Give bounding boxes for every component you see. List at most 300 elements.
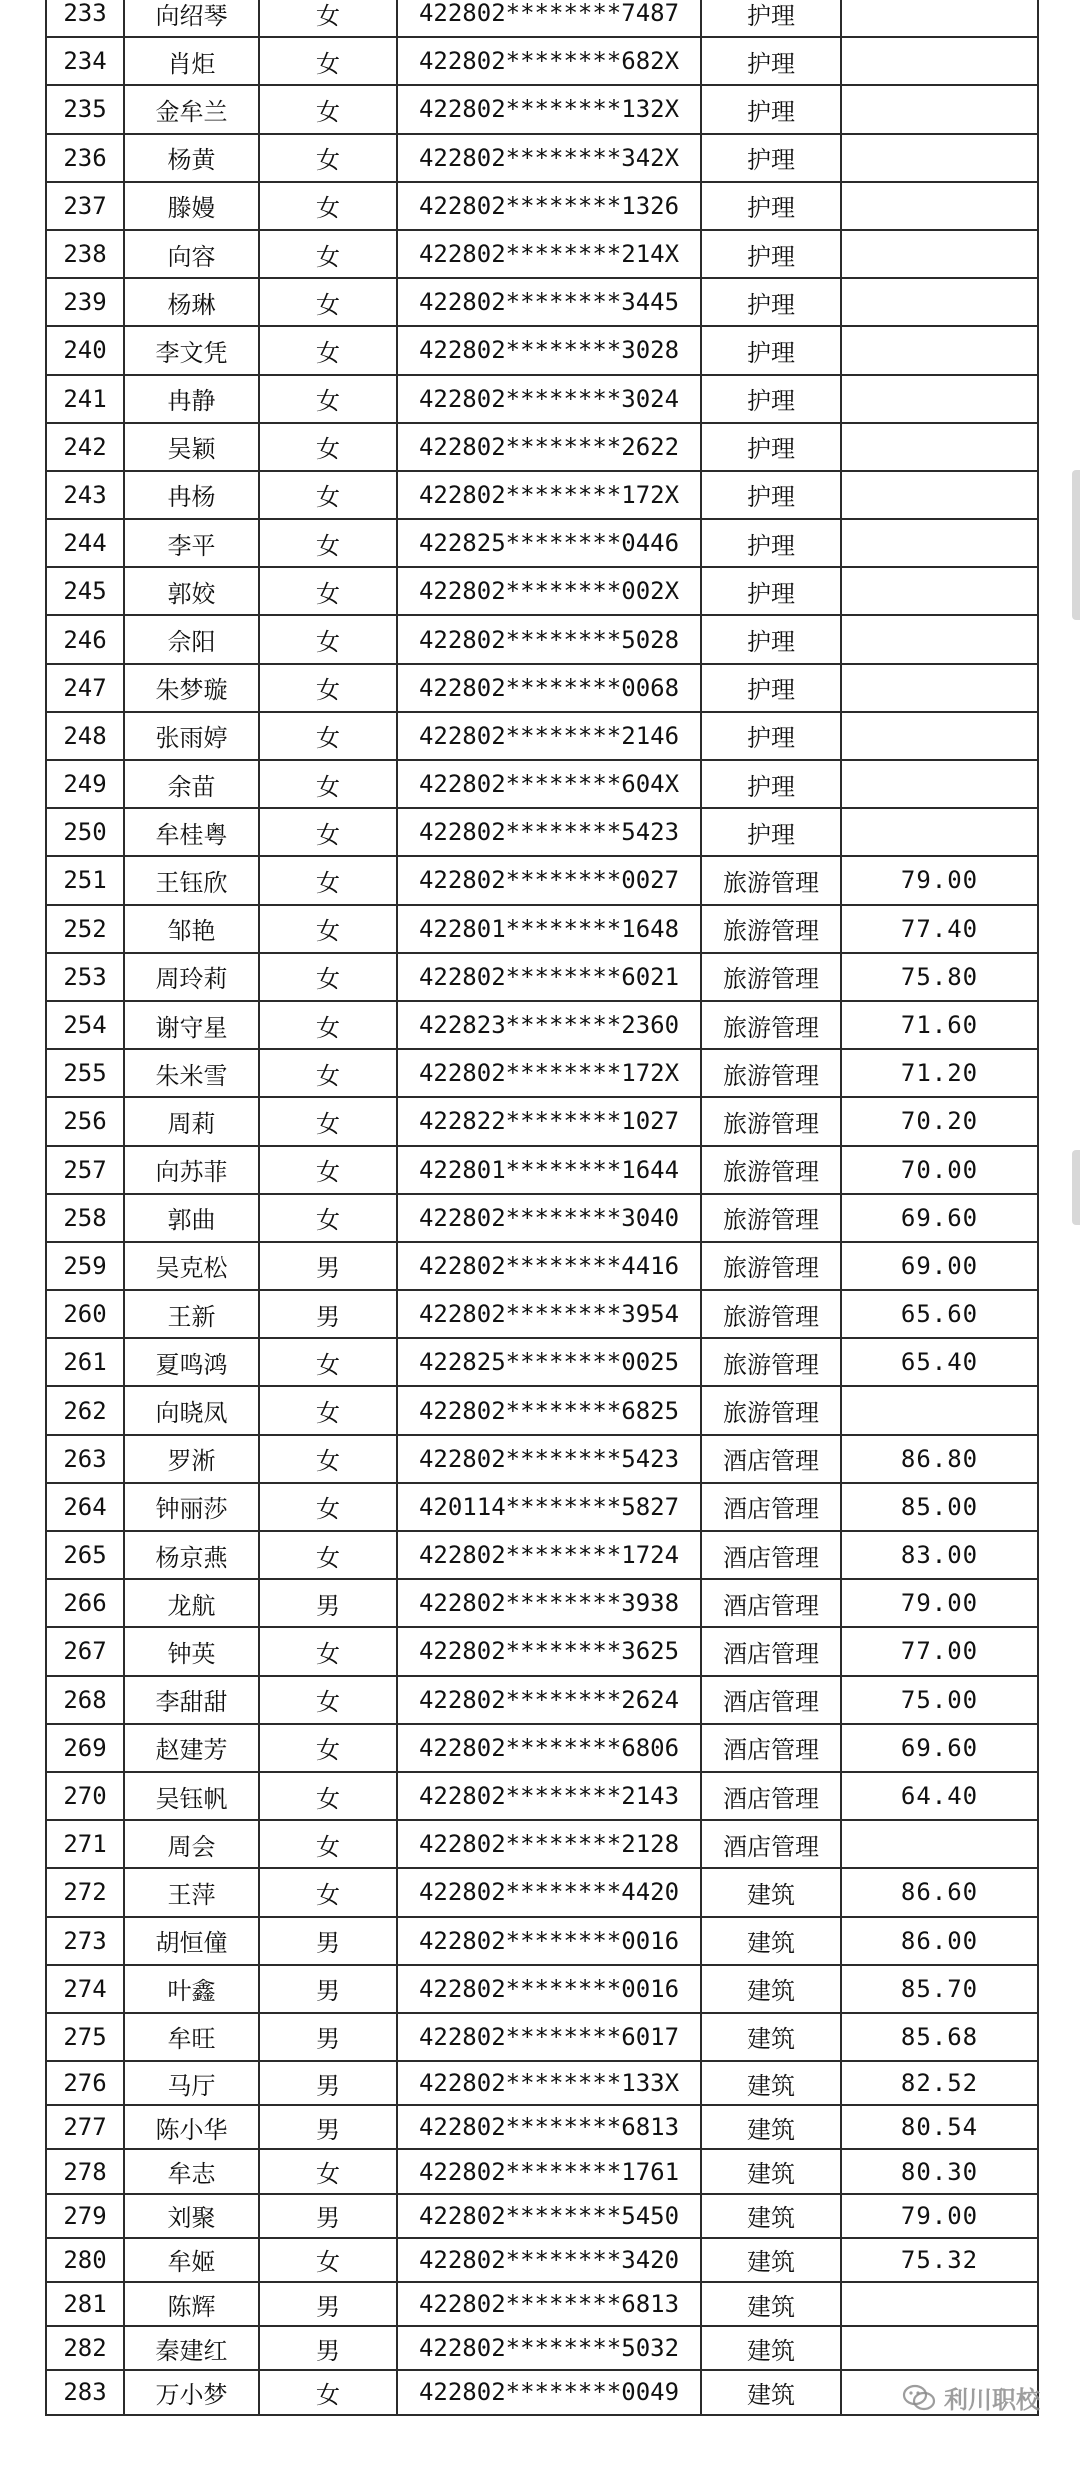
student-major: 建筑 [701,2370,841,2414]
table-row [46,326,1038,374]
student-gender: 男 [259,2282,397,2326]
student-major: 护理 [701,0,841,37]
student-gender: 女 [259,1820,397,1868]
row-number: 243 [46,471,124,519]
student-major: 建筑 [701,2238,841,2282]
student-name: 赵建芳 [124,1724,259,1772]
student-major: 护理 [701,278,841,326]
table-row [46,2326,1038,2370]
student-gender: 女 [259,905,397,953]
table-row [46,1531,1038,1579]
student-major: 旅游管理 [701,1242,841,1290]
student-name: 向容 [124,230,259,278]
row-number: 257 [46,1146,124,1194]
student-name: 杨黄 [124,134,259,182]
student-score: 75.00 [841,1676,1038,1724]
student-name: 郭姣 [124,567,259,615]
student-score [841,2326,1038,2370]
student-name: 陈小华 [124,2105,259,2149]
student-major: 旅游管理 [701,905,841,953]
student-name: 刘聚 [124,2194,259,2238]
student-name: 张雨婷 [124,712,259,760]
student-major: 护理 [701,134,841,182]
student-id-number: 422802********6813 [397,2105,701,2149]
table-row [46,856,1038,904]
table-row [46,2061,1038,2105]
row-number: 270 [46,1772,124,1820]
student-gender: 女 [259,760,397,808]
student-name: 王新 [124,1290,259,1338]
student-name: 周会 [124,1820,259,1868]
student-major: 旅游管理 [701,1386,841,1434]
student-id-number: 422802********0049 [397,2370,701,2414]
student-major: 建筑 [701,2149,841,2193]
student-name: 肖炬 [124,37,259,85]
student-major: 旅游管理 [701,856,841,904]
student-major: 护理 [701,37,841,85]
row-number: 238 [46,230,124,278]
student-id-number: 422802********3445 [397,278,701,326]
student-name: 金牟兰 [124,85,259,133]
student-id-number: 422802********3420 [397,2238,701,2282]
student-id-number: 422823********2360 [397,1001,701,1049]
student-major: 酒店管理 [701,1724,841,1772]
row-number: 267 [46,1627,124,1675]
student-major: 护理 [701,519,841,567]
student-gender: 女 [259,1772,397,1820]
student-id-number: 422802********3954 [397,1290,701,1338]
student-major: 护理 [701,182,841,230]
student-name: 李平 [124,519,259,567]
student-id-number: 422802********214X [397,230,701,278]
student-name: 牟志 [124,2149,259,2193]
student-major: 建筑 [701,2194,841,2238]
table-row [46,278,1038,326]
student-score: 85.68 [841,2013,1038,2061]
student-score: 75.32 [841,2238,1038,2282]
student-gender: 女 [259,85,397,133]
student-major: 建筑 [701,2282,841,2326]
student-id-number: 422802********6021 [397,953,701,1001]
student-major: 酒店管理 [701,1483,841,1531]
student-score: 71.60 [841,1001,1038,1049]
student-name: 周莉 [124,1097,259,1145]
student-major: 护理 [701,615,841,663]
row-number: 250 [46,808,124,856]
student-gender: 男 [259,2105,397,2149]
student-gender: 女 [259,1531,397,1579]
student-name: 周玲莉 [124,953,259,1001]
row-number: 240 [46,326,124,374]
row-number: 278 [46,2149,124,2193]
table-row [46,712,1038,760]
row-number: 233 [46,0,124,37]
student-gender: 女 [259,1049,397,1097]
student-name: 钟英 [124,1627,259,1675]
table-row [46,134,1038,182]
table-row [46,375,1038,423]
table-row [46,664,1038,712]
table-row [46,0,1038,37]
student-name: 李文凭 [124,326,259,374]
student-gender: 女 [259,953,397,1001]
roster-body [46,0,1038,2415]
table-row [46,2238,1038,2282]
row-number: 248 [46,712,124,760]
row-number: 258 [46,1194,124,1242]
student-score [841,0,1038,37]
table-row [46,1627,1038,1675]
student-score [841,615,1038,663]
table-row [46,1868,1038,1916]
student-score [841,1386,1038,1434]
student-id-number: 422802********6825 [397,1386,701,1434]
table-row [46,2194,1038,2238]
student-score: 80.54 [841,2105,1038,2149]
student-id-number: 422802********002X [397,567,701,615]
student-id-number: 422802********133X [397,2061,701,2105]
watermark [902,2380,1040,2415]
table-row [46,760,1038,808]
row-number: 254 [46,1001,124,1049]
student-gender: 男 [259,1917,397,1965]
student-name: 钟丽莎 [124,1483,259,1531]
table-row [46,1820,1038,1868]
student-major: 酒店管理 [701,1627,841,1675]
student-name: 陈辉 [124,2282,259,2326]
student-gender: 女 [259,567,397,615]
row-number: 266 [46,1579,124,1627]
student-score: 83.00 [841,1531,1038,1579]
student-id-number: 422802********2624 [397,1676,701,1724]
student-id-number: 422802********0068 [397,664,701,712]
student-score: 86.80 [841,1435,1038,1483]
student-id-number: 422802********3024 [397,375,701,423]
student-name: 邹艳 [124,905,259,953]
row-number: 261 [46,1338,124,1386]
row-number: 256 [46,1097,124,1145]
student-gender: 女 [259,1724,397,1772]
student-score: 65.60 [841,1290,1038,1338]
student-score [841,664,1038,712]
student-id-number: 422802********172X [397,1049,701,1097]
table-row [46,471,1038,519]
table-row [46,37,1038,85]
student-gender: 女 [259,1001,397,1049]
student-gender: 女 [259,1097,397,1145]
student-name: 吴克松 [124,1242,259,1290]
student-name: 向苏菲 [124,1146,259,1194]
student-id-number: 422802********2143 [397,1772,701,1820]
student-id-number: 422802********2146 [397,712,701,760]
student-gender: 女 [259,1435,397,1483]
student-name: 万小梦 [124,2370,259,2414]
student-name: 牟桂粤 [124,808,259,856]
student-id-number: 422802********172X [397,471,701,519]
row-number: 259 [46,1242,124,1290]
row-number: 251 [46,856,124,904]
table-row [46,567,1038,615]
student-name: 叶鑫 [124,1965,259,2013]
student-score: 77.00 [841,1627,1038,1675]
row-number: 277 [46,2105,124,2149]
table-row [46,2105,1038,2149]
student-id-number: 422802********604X [397,760,701,808]
student-major: 酒店管理 [701,1579,841,1627]
student-id-number: 422801********1644 [397,1146,701,1194]
student-major: 旅游管理 [701,953,841,1001]
student-score: 86.00 [841,1917,1038,1965]
student-major: 旅游管理 [701,1146,841,1194]
student-score [841,230,1038,278]
student-gender: 女 [259,2370,397,2414]
row-number: 239 [46,278,124,326]
row-number: 249 [46,760,124,808]
student-id-number: 422802********2128 [397,1820,701,1868]
student-name: 牟旺 [124,2013,259,2061]
student-major: 建筑 [701,2326,841,2370]
table-row [46,230,1038,278]
student-major: 酒店管理 [701,1676,841,1724]
student-score: 77.40 [841,905,1038,953]
student-score [841,567,1038,615]
student-score [841,326,1038,374]
student-name: 朱梦璇 [124,664,259,712]
student-score: 65.40 [841,1338,1038,1386]
student-score: 69.60 [841,1194,1038,1242]
student-id-number: 422802********0016 [397,1917,701,1965]
table-row [46,1194,1038,1242]
student-score: 79.00 [841,856,1038,904]
student-name: 朱米雪 [124,1049,259,1097]
row-number: 253 [46,953,124,1001]
student-score: 70.20 [841,1097,1038,1145]
student-id-number: 422825********0446 [397,519,701,567]
scroll-indicator [1072,1150,1080,1225]
student-score [841,2282,1038,2326]
table-row [46,808,1038,856]
table-row [46,1676,1038,1724]
row-number: 271 [46,1820,124,1868]
student-id-number: 422802********6813 [397,2282,701,2326]
student-name: 秦建红 [124,2326,259,2370]
student-score: 86.60 [841,1868,1038,1916]
student-gender: 女 [259,134,397,182]
student-name: 胡恒僮 [124,1917,259,1965]
student-major: 旅游管理 [701,1194,841,1242]
student-name: 王钰欣 [124,856,259,904]
row-number: 281 [46,2282,124,2326]
student-score [841,808,1038,856]
student-score: 64.40 [841,1772,1038,1820]
table-row [46,2370,1038,2414]
row-number: 263 [46,1435,124,1483]
student-name: 罗淅 [124,1435,259,1483]
student-score: 79.00 [841,2194,1038,2238]
student-major: 建筑 [701,2061,841,2105]
table-row [46,1242,1038,1290]
student-id-number: 422802********3938 [397,1579,701,1627]
student-id-number: 422802********342X [397,134,701,182]
student-gender: 女 [259,326,397,374]
table-row [46,519,1038,567]
student-score: 82.52 [841,2061,1038,2105]
table-row [46,1097,1038,1145]
table-row [46,953,1038,1001]
table-row [46,1338,1038,1386]
student-name: 滕嫚 [124,182,259,230]
student-name: 向晓凤 [124,1386,259,1434]
student-gender: 女 [259,423,397,471]
student-major: 建筑 [701,1917,841,1965]
student-name: 杨京燕 [124,1531,259,1579]
student-name: 谢守星 [124,1001,259,1049]
student-major: 护理 [701,375,841,423]
student-name: 吴钰帆 [124,1772,259,1820]
student-id-number: 422802********1724 [397,1531,701,1579]
student-id-number: 422822********1027 [397,1097,701,1145]
student-id-number: 422802********2622 [397,423,701,471]
student-major: 护理 [701,664,841,712]
student-name: 杨琳 [124,278,259,326]
student-id-number: 422802********0016 [397,1965,701,2013]
student-id-number: 422802********7487 [397,0,701,37]
student-major: 建筑 [701,2105,841,2149]
student-id-number: 422802********0027 [397,856,701,904]
student-gender: 男 [259,2061,397,2105]
table-row [46,905,1038,953]
student-gender: 女 [259,471,397,519]
student-gender: 女 [259,278,397,326]
table-row [46,1579,1038,1627]
student-gender: 女 [259,375,397,423]
row-number: 241 [46,375,124,423]
row-number: 235 [46,85,124,133]
student-id-number: 422802********4420 [397,1868,701,1916]
student-id-number: 422802********1761 [397,2149,701,2193]
student-major: 护理 [701,85,841,133]
student-name: 佘阳 [124,615,259,663]
student-gender: 女 [259,230,397,278]
table-row [46,1146,1038,1194]
row-number: 242 [46,423,124,471]
student-gender: 女 [259,1194,397,1242]
student-id-number: 422802********6017 [397,2013,701,2061]
student-score [841,423,1038,471]
student-major: 酒店管理 [701,1435,841,1483]
student-major: 护理 [701,326,841,374]
student-id-number: 422802********5028 [397,615,701,663]
student-id-number: 422801********1648 [397,905,701,953]
student-gender: 女 [259,615,397,663]
student-id-number: 422802********5450 [397,2194,701,2238]
student-score [841,134,1038,182]
student-gender: 女 [259,1676,397,1724]
student-major: 护理 [701,567,841,615]
row-number: 255 [46,1049,124,1097]
student-gender: 男 [259,2013,397,2061]
student-id-number: 422802********132X [397,85,701,133]
student-score [841,85,1038,133]
student-gender: 女 [259,808,397,856]
student-name: 李甜甜 [124,1676,259,1724]
row-number: 282 [46,2326,124,2370]
student-major: 酒店管理 [701,1820,841,1868]
table-row [46,1917,1038,1965]
table-row [46,1965,1038,2013]
student-score: 69.60 [841,1724,1038,1772]
row-number: 234 [46,37,124,85]
row-number: 262 [46,1386,124,1434]
student-name: 龙航 [124,1579,259,1627]
row-number: 265 [46,1531,124,1579]
row-number: 246 [46,615,124,663]
student-gender: 男 [259,1290,397,1338]
student-name: 郭曲 [124,1194,259,1242]
student-gender: 女 [259,712,397,760]
student-id-number: 422802********6806 [397,1724,701,1772]
student-name: 吴颖 [124,423,259,471]
student-score [841,760,1038,808]
student-score: 85.00 [841,1483,1038,1531]
student-score: 69.00 [841,1242,1038,1290]
student-roster-table [45,0,1039,2416]
student-score: 70.00 [841,1146,1038,1194]
student-major: 酒店管理 [701,1531,841,1579]
row-number: 275 [46,2013,124,2061]
wechat-icon [902,2384,936,2412]
table-row [46,1290,1038,1338]
student-id-number: 422802********4416 [397,1242,701,1290]
student-score [841,375,1038,423]
student-score [841,278,1038,326]
student-major: 建筑 [701,2013,841,2061]
student-major: 护理 [701,230,841,278]
student-gender: 女 [259,1868,397,1916]
table-row [46,2282,1038,2326]
table-row [46,423,1038,471]
student-gender: 男 [259,2326,397,2370]
row-number: 269 [46,1724,124,1772]
student-id-number: 422802********5032 [397,2326,701,2370]
table-row [46,1435,1038,1483]
row-number: 244 [46,519,124,567]
student-id-number: 422802********3625 [397,1627,701,1675]
student-major: 护理 [701,471,841,519]
row-number: 280 [46,2238,124,2282]
student-gender: 女 [259,664,397,712]
row-number: 276 [46,2061,124,2105]
row-number: 260 [46,1290,124,1338]
student-name: 夏鸣鸿 [124,1338,259,1386]
student-major: 护理 [701,808,841,856]
student-major: 护理 [701,423,841,471]
row-number: 252 [46,905,124,953]
student-gender: 女 [259,0,397,37]
student-name: 冉杨 [124,471,259,519]
student-score [841,182,1038,230]
student-id-number: 422825********0025 [397,1338,701,1386]
student-id-number: 422802********682X [397,37,701,85]
student-gender: 男 [259,2194,397,2238]
row-number: 279 [46,2194,124,2238]
student-score [841,519,1038,567]
student-id-number: 422802********1326 [397,182,701,230]
student-major: 酒店管理 [701,1772,841,1820]
table-row [46,2013,1038,2061]
student-id-number: 420114********5827 [397,1483,701,1531]
table-row [46,85,1038,133]
